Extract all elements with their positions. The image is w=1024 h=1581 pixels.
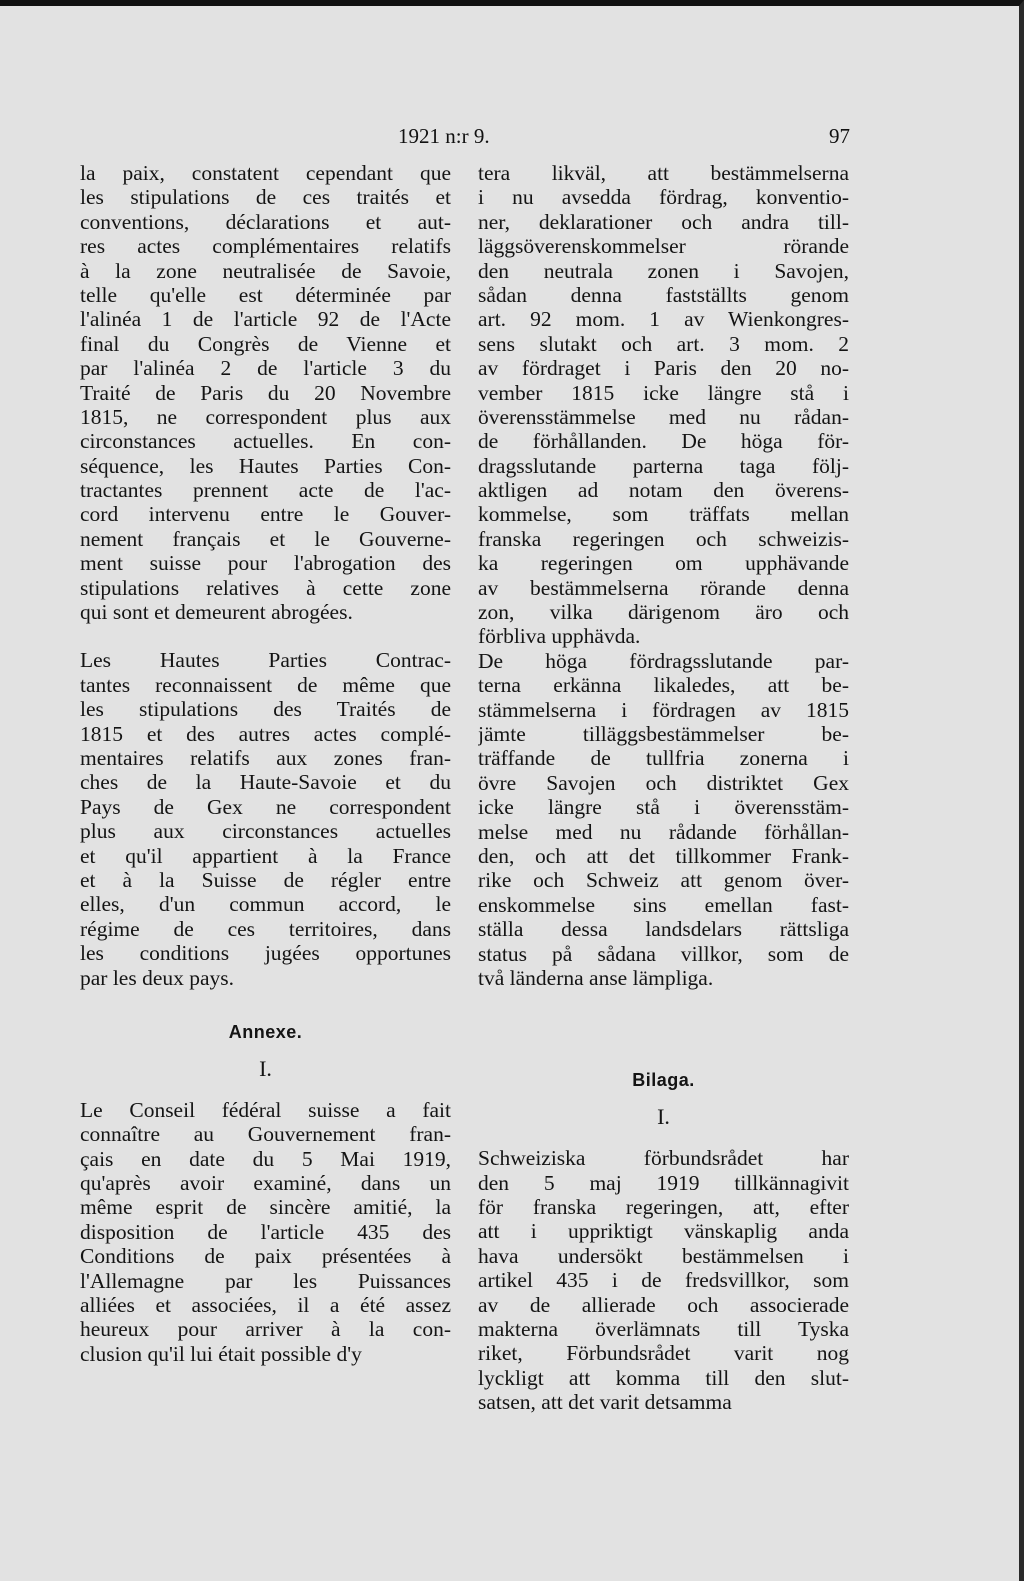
text-line: stipulations relatives à cette zone	[80, 575, 451, 600]
text-line: den 5 maj 1919 tillkännagivit	[478, 1170, 849, 1195]
text-line: Pays de Gex ne correspondent	[80, 794, 451, 819]
text-line: Les Hautes Parties Contrac-	[80, 648, 451, 673]
text-line: final du Congrès de Vienne et	[80, 331, 451, 356]
text-line: övre Savojen och distriktet Gex	[478, 770, 849, 795]
text-line: ner, deklarationer och andra till-	[478, 209, 849, 234]
text-line: même esprit de sincère amitié, la	[80, 1195, 451, 1220]
text-line: den, och att det tillkommer Frank-	[478, 843, 849, 868]
text-line: ches de la Haute-Savoie et du	[80, 770, 451, 795]
text-line: riket, Förbundsrådet varit nog	[478, 1341, 849, 1366]
french-paragraph-2	[80, 648, 451, 989]
text-line: art. 92 mom. 1 av Wienkongres-	[478, 307, 849, 332]
text-line: Traité de Paris du 20 Novembre	[80, 380, 451, 405]
text-line: dragsslutande parterna taga följ-	[478, 453, 849, 478]
text-line: De höga fördragsslutande par-	[478, 648, 849, 673]
text-line: régime de ces territoires, dans	[80, 916, 451, 941]
text-line: disposition de l'article 435 des	[80, 1219, 451, 1244]
text-line: les stipulations des Traités de	[80, 697, 451, 722]
swedish-paragraph-2	[478, 649, 849, 990]
text-line: Conditions de paix présentées à	[80, 1244, 451, 1269]
text-line: par l'alinéa 2 de l'article 3 du	[80, 356, 451, 381]
text-line: l'alinéa 1 de l'article 92 de l'Acte	[80, 307, 451, 332]
text-line: för franska regeringen, att, efter	[478, 1195, 849, 1220]
text-line: tera likväl, att bestämmelserna	[478, 161, 849, 185]
french-column	[80, 161, 451, 1366]
text-line: sens slutakt och art. 3 mom. 2	[478, 331, 849, 356]
text-line: connaître au Gouvernement fran-	[80, 1122, 451, 1147]
text-line: sådan denna fastställts genom	[478, 282, 849, 307]
text-line: ka regeringen om upphävande	[478, 551, 849, 576]
text-line: enskommelse sins emellan fast-	[478, 892, 849, 917]
text-line: de förhållanden. De höga för-	[478, 429, 849, 454]
text-line: lyckligt att komma till den slut-	[478, 1365, 849, 1390]
text-line: kommelse, som träffats mellan	[478, 502, 849, 527]
text-line: plus aux circonstances actuelles	[80, 819, 451, 844]
text-line: cord intervenu entre le Gouver-	[80, 502, 451, 527]
text-line: 1815, ne correspondent plus aux	[80, 404, 451, 429]
text-line: alliées et associées, il a été assez	[80, 1293, 451, 1318]
section-numeral: I.	[259, 1055, 272, 1081]
text-line: mentaires relatifs aux zones fran-	[80, 745, 451, 770]
text-line: träffande de tullfria zonerna i	[478, 746, 849, 771]
text-line: av fördraget i Paris den 20 no-	[478, 356, 849, 381]
text-line: artikel 435 i de fredsvillkor, som	[478, 1268, 849, 1293]
text-line: l'Allemagne par les Puissances	[80, 1268, 451, 1293]
text-line: la paix, constatent cependant que	[80, 161, 451, 185]
text-line: telle qu'elle est déterminée par	[80, 282, 451, 307]
text-line: circonstances actuelles. En con-	[80, 429, 451, 454]
text-line: tantes reconnaissent de même que	[80, 672, 451, 697]
text-line: icke längre stå i överensstäm-	[478, 795, 849, 820]
text-line: hava undersökt bestämmelsen i	[478, 1243, 849, 1268]
text-line: à la zone neutralisée de Savoie,	[80, 258, 451, 283]
text-line: elles, d'un commun accord, le	[80, 892, 451, 917]
swedish-column	[478, 161, 849, 1415]
text-line: makterna överlämnats till Tyska	[478, 1317, 849, 1342]
text-line: 1815 et des autres actes complé-	[80, 721, 451, 746]
annex-heading: Bilaga.	[632, 1070, 695, 1091]
text-line: av bestämmelserna rörande denna	[478, 575, 849, 600]
text-line: çais en date du 5 Mai 1919,	[80, 1146, 451, 1171]
text-line: et à la Suisse de régler entre	[80, 867, 451, 892]
swedish-paragraph-3	[478, 1146, 849, 1414]
text-line: ställa dessa landsdelars rättsliga	[478, 917, 849, 942]
text-line: séquence, les Hautes Parties Con-	[80, 453, 451, 478]
text-line: Le Conseil fédéral suisse a fait	[80, 1097, 451, 1122]
document-number: 1921 n:r 9.	[398, 124, 490, 148]
text-line: ment suisse pour l'abrogation des	[80, 551, 451, 576]
french-paragraph-1	[80, 161, 451, 624]
text-line: Schweiziska förbundsrådet har	[478, 1146, 849, 1171]
text-line: terna erkänna likaledes, att be-	[478, 673, 849, 698]
text-line: nement français et le Gouverne-	[80, 526, 451, 551]
text-line: par les deux pays.	[80, 965, 235, 990]
text-line: tractantes prennent acte de l'ac-	[80, 478, 451, 503]
annex-heading: Annexe.	[228, 1021, 303, 1042]
text-line: conventions, déclarations et aut-	[80, 209, 451, 234]
text-line: heureux pour arriver à la con-	[80, 1317, 451, 1342]
text-line: rike och Schweiz att genom över-	[478, 868, 849, 893]
swedish-paragraph-1	[478, 161, 849, 649]
text-line: les stipulations de ces traités et	[80, 185, 451, 210]
text-line: zon, vilka därigenom äro och	[478, 600, 849, 625]
text-line: jämte tilläggsbestämmelser be-	[478, 721, 849, 746]
text-line: qu'après avoir examiné, dans un	[80, 1171, 451, 1196]
text-line: qui sont et demeurent abrogées.	[80, 600, 353, 625]
text-line: vember 1815 icke längre stå i	[478, 380, 849, 405]
text-line: franska regeringen och schweizis-	[478, 526, 849, 551]
text-line: av de allierade och associerade	[478, 1292, 849, 1317]
text-line: status på sådana villkor, som de	[478, 941, 849, 966]
text-line: clusion qu'il lui était possible d'y	[80, 1341, 362, 1366]
text-line: les conditions jugées opportunes	[80, 941, 451, 966]
page-number: 97	[829, 124, 850, 148]
text-line: den neutrala zonen i Savojen,	[478, 258, 849, 283]
french-paragraph-3	[80, 1098, 451, 1366]
text-line: två länderna anse lämpliga.	[478, 965, 714, 990]
text-line: res actes complémentaires relatifs	[80, 234, 451, 259]
text-line: et qu'il appartient à la France	[80, 843, 451, 868]
text-line: satsen, att det varit detsamma	[478, 1390, 732, 1415]
text-line: i nu avsedda fördrag, konventio-	[478, 185, 849, 210]
text-line: läggsöverenskommelser rörande	[478, 234, 849, 259]
text-line: aktligen ad notam den överens-	[478, 478, 849, 503]
text-line: att i uppriktigt vänskaplig anda	[478, 1219, 849, 1244]
section-numeral: I.	[657, 1104, 670, 1130]
text-line: melse med nu rådande förhållan-	[478, 819, 849, 844]
text-line: överensstämmelse med nu rådan-	[478, 404, 849, 429]
text-line: förbliva upphävda.	[478, 624, 641, 649]
text-line: stämmelserna i fördragen av 1815	[478, 697, 849, 722]
running-header	[80, 118, 850, 154]
